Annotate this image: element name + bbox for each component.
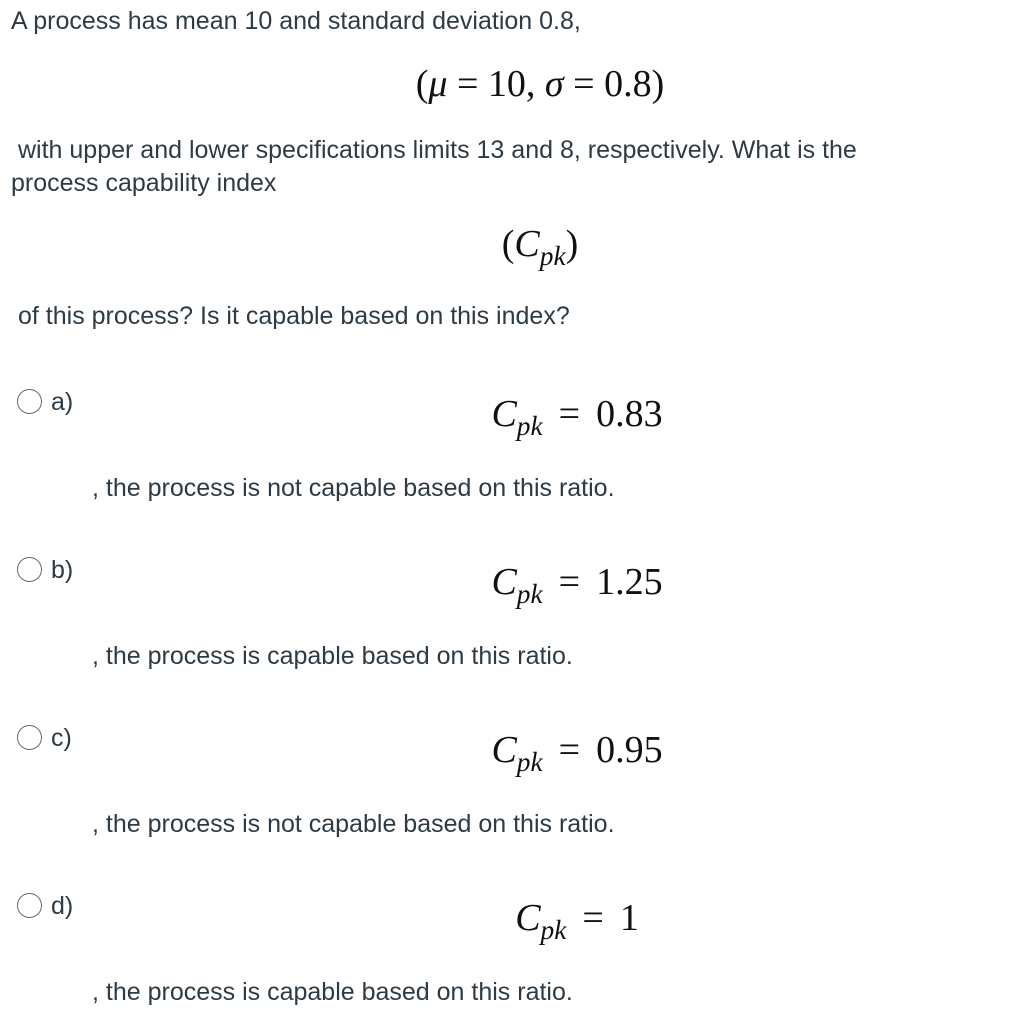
- option-equation-c: $C_{pk} = 0.95$: [491, 729, 663, 777]
- option-value-a: 0.83: [596, 393, 663, 435]
- cpk-index-equation: $(C_{pk})$: [501, 223, 579, 271]
- option-C-d: C: [515, 897, 541, 939]
- option-C-b: C: [491, 561, 517, 603]
- sigma-symbol: σ: [544, 63, 564, 105]
- option-value-d: 1: [619, 897, 639, 939]
- question-line-1: A process has mean 10 and standard deviation 0.8,: [11, 7, 581, 35]
- mu-symbol: μ: [428, 63, 448, 105]
- radio-button-c[interactable]: [17, 725, 42, 750]
- option-equation-b: $C_{pk} = 1.25$: [491, 561, 663, 609]
- option-value-b: 1.25: [596, 561, 663, 603]
- mu-value: 10,: [487, 63, 536, 105]
- option-sub-d: pk: [540, 914, 567, 945]
- option-label-d: d): [51, 892, 74, 920]
- radio-button-d[interactable]: [17, 893, 42, 918]
- option-label-a: a): [51, 388, 74, 416]
- option-text-b: , the process is capable based on this ratio.: [92, 642, 573, 670]
- option-sub-c: pk: [516, 746, 543, 777]
- option-text-c: , the process is not capable based on this ratio.: [92, 810, 615, 838]
- radio-button-a[interactable]: [17, 389, 42, 414]
- option-value-c: 0.95: [596, 729, 663, 771]
- option-label-b: b): [51, 556, 74, 584]
- cpk-C: C: [514, 223, 540, 265]
- option-C-a: C: [491, 393, 517, 435]
- cpk-subscript: pk: [539, 240, 566, 271]
- option-C-c: C: [491, 729, 517, 771]
- question-line-2: with upper and lower specifications limits 13 and 8, respectively. What is the: [18, 136, 857, 164]
- mean-sd-equation: (μ = 10, σ = 0.8): [415, 63, 665, 105]
- option-equation-a: $C_{pk} = 0.83$: [491, 393, 663, 441]
- option-text-a: , the process is not capable based on this ratio.: [92, 474, 615, 502]
- radio-button-b[interactable]: [17, 557, 42, 582]
- option-sub-a: pk: [516, 410, 543, 441]
- sigma-value: 0.8: [604, 63, 652, 105]
- option-sub-b: pk: [516, 578, 543, 609]
- option-label-c: c): [51, 724, 72, 752]
- option-equation-d: $C_{pk} = 1$: [515, 897, 639, 945]
- option-text-d: , the process is capable based on this ratio.: [92, 978, 573, 1006]
- question-line-3: process capability index: [11, 169, 277, 197]
- question-line-4: of this process? Is it capable based on this index?: [18, 302, 570, 330]
